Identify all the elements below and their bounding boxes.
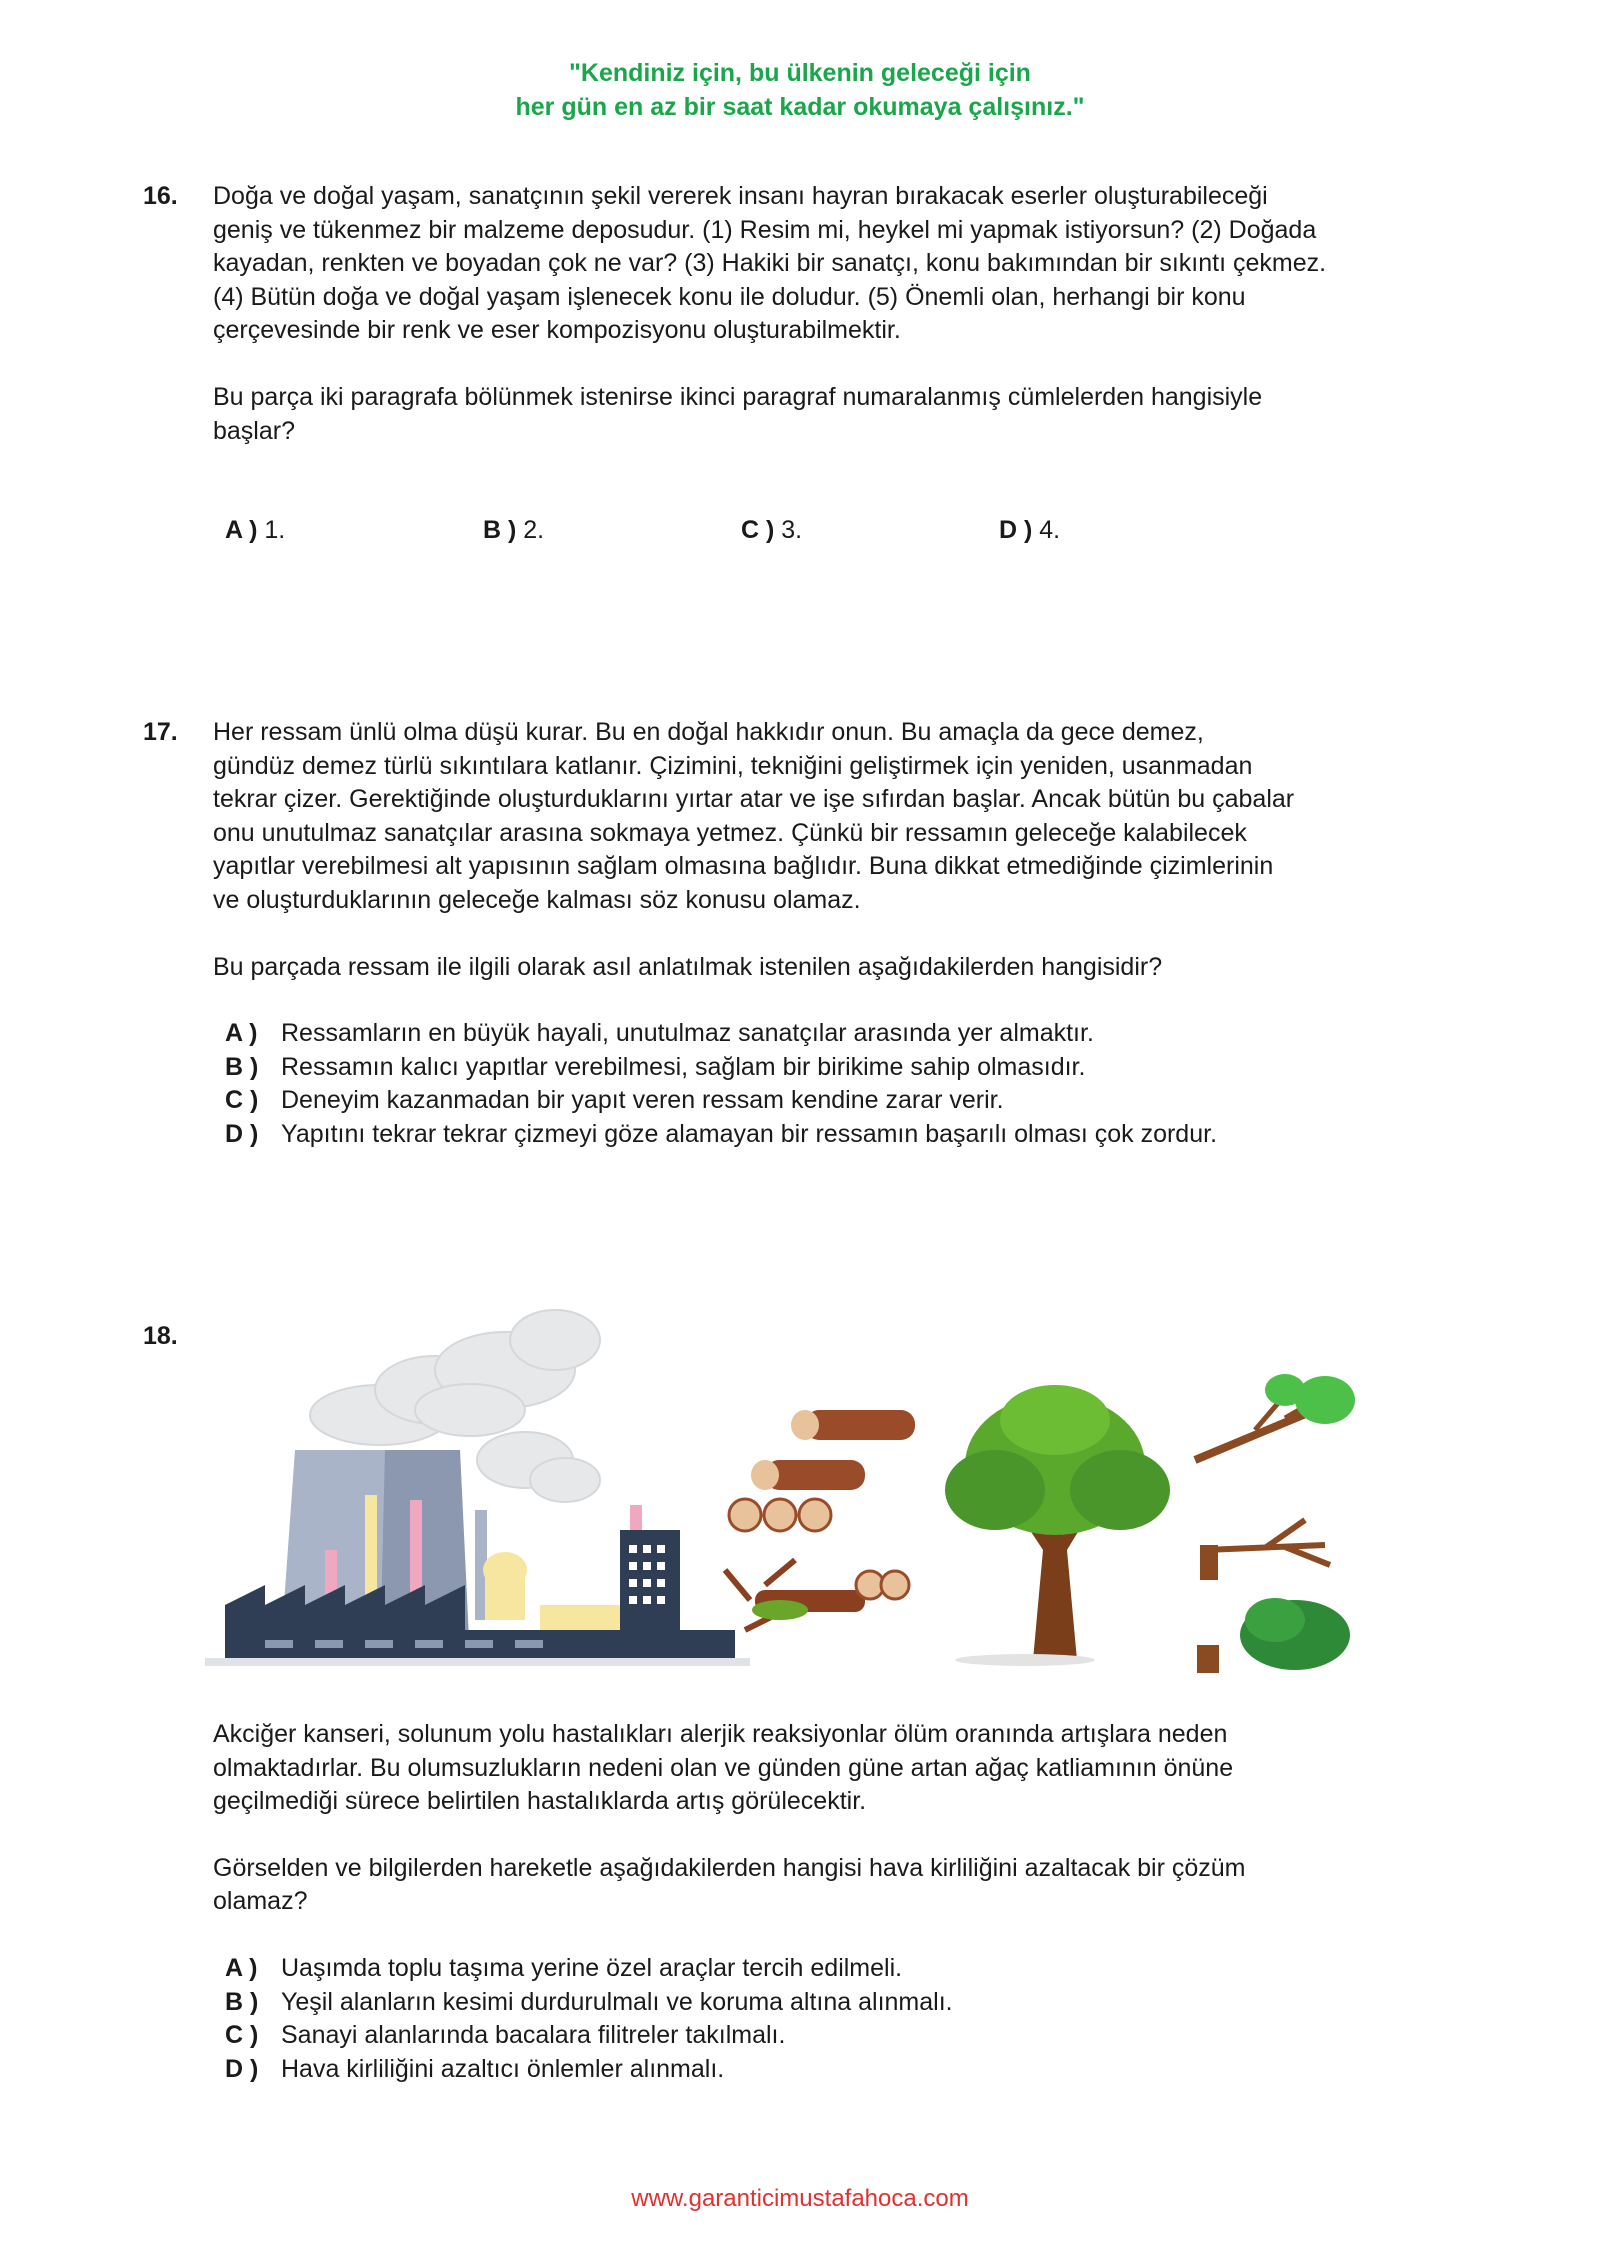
option-d[interactable]: D ) Hava kirliliğini azaltıcı önlemler alınmalı. <box>225 2054 725 2083</box>
option-b[interactable]: B ) Yeşil alanların kesimi durdurulmalı ve koruma altına alınmalı. <box>225 1987 953 2016</box>
factory-icon <box>205 1450 750 1666</box>
question-18-text <box>143 1718 1443 2086</box>
question-17 <box>143 716 1443 1152</box>
question-stem: Görselden ve bilgilerden hareketle aşağıdakilerden hangisi hava kirliliğini azaltacak bir çözüm olamaz? <box>213 1853 1246 1916</box>
question-passage: Her ressam ünlü olma düşü kurar. Bu en doğal hakkıdır onun. Bu amaçla da gece demez, gündüz demez türlü sıkıntılara katlanır. Çizimini, tekniğini geliştirmek için yeniden, usanmadan tekrar çizer. Gerektiğinde oluşturduklarını yırtar atar ve işe sıfırdan başlar. Ancak bütün bu çabalar onu unutulmaz sanatçılar arasına sokmaya yetmez. Çünkü bir ressamın geleceğe kalabilecek yapıtlar verebilmesi alt yapısının sağlam olmasına bağlıdır. Buna dikkat etmediğinde çizimlerinin ve oluşturduklarının geleceğe kalması söz konusu olamaz. <box>213 718 1295 914</box>
option-b[interactable]: B ) 2. <box>483 516 545 545</box>
question-number: 17. <box>143 718 178 746</box>
question-stem: Bu parçada ressam ile ilgili olarak asıl anlatılmak istenilen aşağıdakilerden hangisidir? <box>213 952 1163 981</box>
option-a[interactable]: A ) Ressamların en büyük hayali, unutulmaz sanatçılar arasında yer almaktır. <box>225 1019 1094 1048</box>
option-c[interactable]: C ) Sanayi alanlarında bacalara filitreler takılmalı. <box>225 2021 786 2050</box>
cut-tree-icon <box>1195 1374 1355 1673</box>
option-a[interactable]: A ) 1. <box>225 516 286 545</box>
question-stem: Bu parça iki paragrafa bölünmek istenirse ikinci paragraf numaralanmış cümlelerden hangisiyle başlar? <box>213 382 1263 445</box>
logs-icon <box>725 1410 915 1630</box>
option-b[interactable]: B ) Ressamın kalıcı yapıtlar verebilmesi, sağlam bir birikime sahip olmasıdır. <box>225 1052 1086 1081</box>
question-number: 18. <box>143 1322 178 1350</box>
option-d[interactable]: D ) 4. <box>999 516 1061 545</box>
options-list <box>213 1952 1573 2086</box>
question-number: 16. <box>143 182 178 210</box>
question-passage: Akciğer kanseri, solunum yolu hastalıkları alerjik reaksiyonlar ölüm oranında artışlara neden olmaktadırlar. Bu olumsuzlukların nedeni olan ve günden güne artan ağaç katliamının önüne geçilmediği sürece belirtilen hastalıklarda artış görülecektir. <box>213 1720 1234 1816</box>
option-c[interactable]: C ) Deneyim kazanmadan bir yapıt veren ressam kendine zarar verir. <box>225 1086 1004 1115</box>
question-16 <box>143 180 1443 548</box>
tree-icon <box>945 1385 1170 1666</box>
question-passage: Doğa ve doğal yaşam, sanatçının şekil vererek insanı hayran bırakacak eserler oluşturabileceği geniş ve tükenmez bir malzeme deposudur. (1) Resim mi, heykel mi yapmak istiyorsun? (2) Doğada kayadan, renkten ve boyadan çok ne var? (3) Hakiki bir sanatçı, konu bakımından bir sıkıntı çekmez. (4) Bütün doğa ve doğal yaşam işlenecek konu ile doludur. (5) Önemli olan, herhangi bir konu çerçevesinde bir renk ve eser kompozisyonu oluşturabilmektir. <box>213 182 1327 345</box>
footer-website-link[interactable]: www.garanticimustafahoca.com <box>631 2185 969 2212</box>
options-list <box>225 514 1573 548</box>
options-list <box>213 1017 1573 1151</box>
pollution-deforestation-illustration <box>205 1300 1430 1690</box>
option-a[interactable]: A ) Uaşımda toplu taşıma yerine özel araçlar tercih edilmeli. <box>225 1953 903 1982</box>
quote-line-1: "Kendiniz için, bu ülkenin geleceği için <box>569 59 1031 87</box>
option-d[interactable]: D ) Yapıtını tekrar tekrar çizmeyi göze alamayan bir ressamın başarılı olması çok zordur. <box>225 1119 1218 1148</box>
motivational-quote <box>0 56 1600 124</box>
quote-line-2: her gün en az bir saat kadar okumaya çalışınız." <box>515 93 1085 121</box>
option-c[interactable]: C ) 3. <box>741 516 803 545</box>
